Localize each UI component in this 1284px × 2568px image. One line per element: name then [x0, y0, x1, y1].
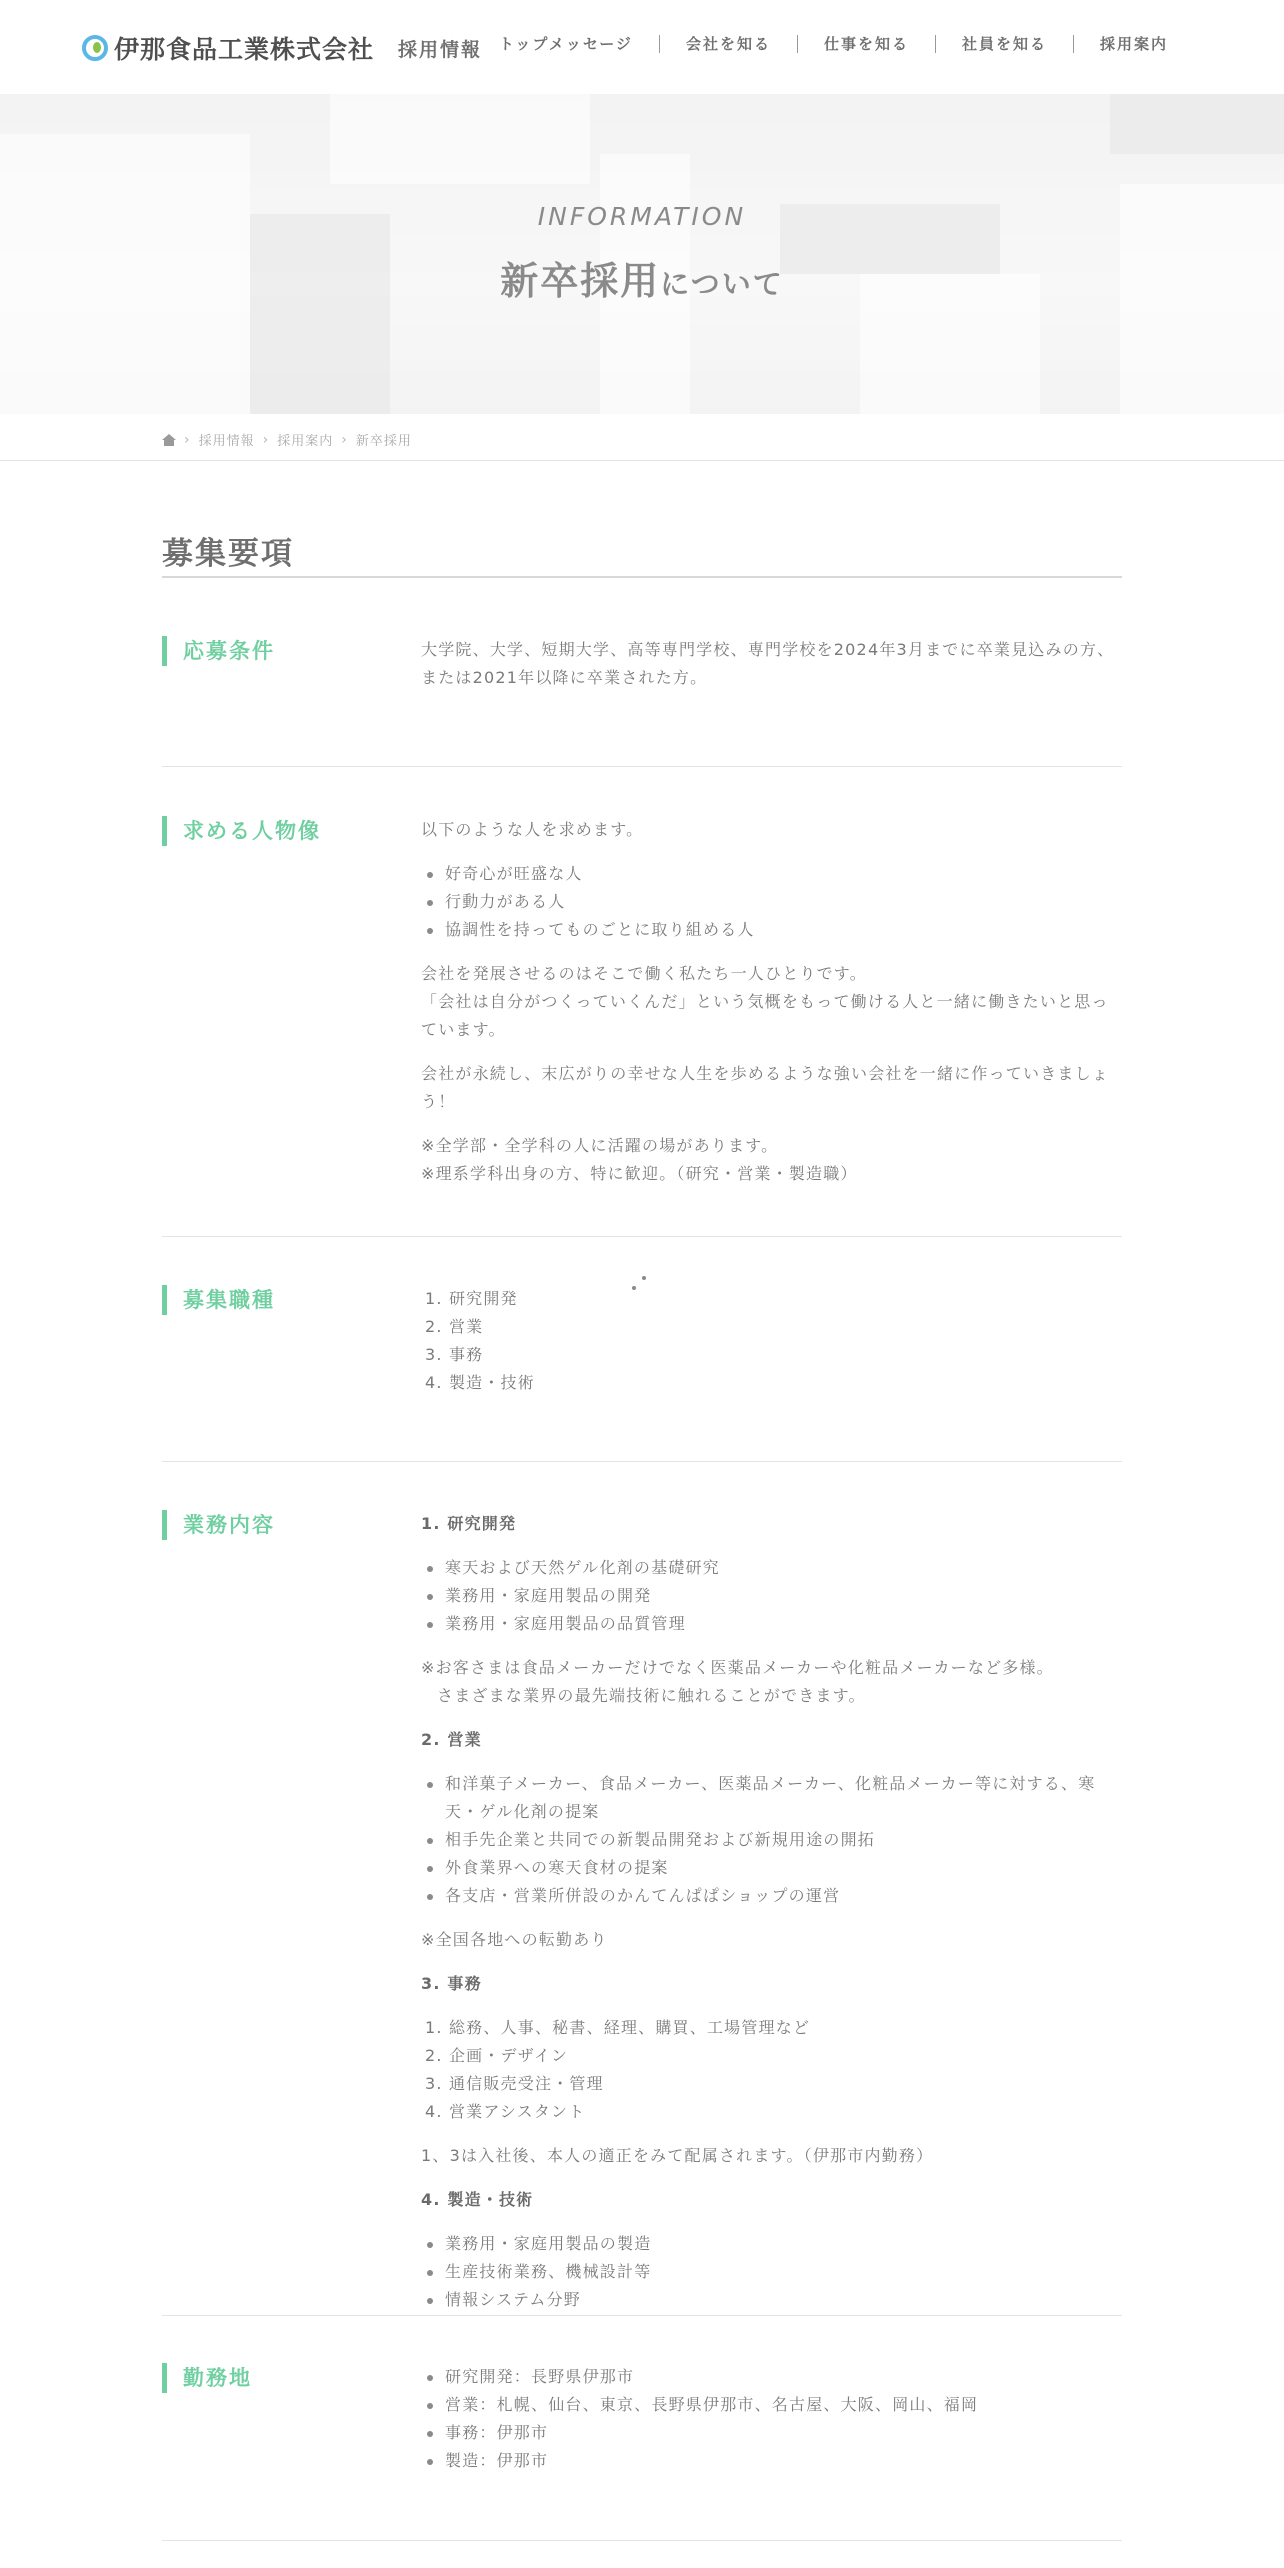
list-item: 研究開発：長野県伊那市 [421, 2363, 1121, 2391]
nav-recruit[interactable]: 採用案内 [1073, 35, 1194, 53]
breadcrumb [162, 430, 412, 449]
duties-subheading: 3. 事務 [421, 1974, 482, 1993]
list-item: 1. 総務、人事、秘書、経理、購買、工場管理など [425, 2018, 811, 2037]
list-item: 業務用・家庭用製品の開発 [421, 1582, 1121, 1610]
duties-list [421, 2014, 1121, 2126]
divider [162, 1236, 1122, 1237]
duties-subheading: 4. 製造・技術 [421, 2190, 534, 2209]
nav-staff[interactable]: 社員を知る [935, 35, 1073, 53]
hero-banner [0, 94, 1284, 414]
person-intro: 以下のような人を求めます。 [421, 820, 644, 839]
list-item: 外食業界への寒天食材の提案 [421, 1854, 1121, 1882]
row-label: 業務内容 [162, 1510, 275, 1540]
list-item: 生産技術業務、機械設計等 [421, 2258, 1121, 2286]
list-item: 行動力がある人 [421, 888, 1121, 916]
list-item: 寒天および天然ゲル化剤の基礎研究 [421, 1554, 1121, 1582]
breadcrumb-current: 新卒採用 [355, 434, 412, 449]
note: さまざまな業界の最先端技術に触れることができます。 [437, 1686, 866, 1705]
person-paragraph [421, 960, 1121, 1044]
row-body [421, 1285, 1121, 1413]
person-paragraph-line: 会社を発展させるのはそこで働く私たち一人ひとりです。 [421, 964, 867, 983]
list-item: 2. 営業 [425, 1317, 484, 1336]
loading-spinner-icon [632, 1276, 648, 1292]
duties-subheading: 2. 営業 [421, 1730, 482, 1749]
row-body [421, 816, 1121, 1204]
section-title: 募集要項 [162, 536, 294, 572]
list-item: 3. 通信販売受注・管理 [425, 2074, 604, 2093]
page-title-main: 新卒採用 [500, 259, 661, 303]
chevron-right-icon: › [262, 431, 270, 448]
person-list [421, 860, 1121, 944]
list-item: 4. 営業アシスタント [425, 2102, 586, 2121]
divider [0, 460, 1284, 461]
person-notes [421, 1132, 1121, 1188]
list-item: 製造：伊那市 [421, 2447, 1121, 2475]
list-item: 各支店・営業所併設のかんてんぱぱショップの運営 [421, 1882, 1121, 1910]
chevron-right-icon: › [184, 431, 191, 448]
logo-text: 伊那食品工業株式会社 [114, 35, 375, 64]
list-item: 業務用・家庭用製品の製造 [421, 2230, 1121, 2258]
divider [162, 1461, 1122, 1462]
row-body [421, 636, 1121, 708]
logo-mark-icon [82, 35, 108, 61]
divider [162, 766, 1122, 767]
list-item: 4. 製造・技術 [425, 1373, 535, 1392]
duties-list [421, 1770, 1121, 1910]
list-item: 好奇心が旺盛な人 [421, 860, 1121, 888]
nav-work[interactable]: 仕事を知る [797, 35, 935, 53]
logo-subtitle: 採用情報 [398, 38, 483, 61]
page-title-sub: について [660, 267, 784, 301]
duties-list [421, 2230, 1121, 2314]
list-item: 情報システム分野 [421, 2286, 1121, 2314]
conditions-text: 大学院、大学、短期大学、高等専門学校、専門学校を2024年3月までに卒業見込みの方、または2021年以降に卒業された方。 [421, 640, 1115, 687]
duties-subheading: 1. 研究開発 [421, 1514, 517, 1533]
list-item: 協調性を持ってものごとに取り組める人 [421, 916, 1121, 944]
duties-note [421, 1654, 1121, 1710]
list-item: 2. 企画・デザイン [425, 2046, 569, 2065]
note: ※理系学科出身の方、特に歓迎。（研究・営業・製造職） [421, 1164, 858, 1183]
list-item: 営業：札幌、仙台、東京、長野県伊那市、名古屋、大阪、岡山、福岡 [421, 2391, 1121, 2419]
home-icon[interactable] [162, 434, 176, 446]
page-title [0, 250, 1284, 305]
jobs-list [421, 1285, 1121, 1397]
breadcrumb-recruit-guide[interactable]: 採用案内 [277, 434, 334, 449]
divider [162, 2315, 1122, 2316]
list-item: 業務用・家庭用製品の品質管理 [421, 1610, 1121, 1638]
row-label: 勤務地 [162, 2363, 252, 2393]
note: ※全学部・全学科の人に活躍の場があります。 [421, 1136, 779, 1155]
person-paragraph: 会社が永続し、末広がりの幸せな人生を歩めるような強い会社を一緒に作っていきましょう！ [421, 1064, 1110, 1111]
duties-list [421, 1554, 1121, 1638]
divider [162, 576, 1122, 578]
list-item: 和洋菓子メーカー、食品メーカー、医薬品メーカー、化粧品メーカー等に対する、寒天・ゲル化剤の提案 [421, 1770, 1121, 1826]
row-label: 募集職種 [162, 1285, 275, 1315]
global-nav [473, 35, 1194, 53]
logo[interactable] [82, 30, 482, 66]
site-header [0, 0, 1284, 94]
chevron-right-icon: › [341, 431, 348, 448]
location-list [421, 2363, 1121, 2475]
row-body [421, 1510, 1121, 2330]
nav-company[interactable]: 会社を知る [659, 35, 797, 53]
list-item: 相手先企業と共同での新製品開発および新規用途の開拓 [421, 1826, 1121, 1854]
person-paragraph-line: 「会社は自分がつくっていくんだ」という気概をもって働ける人と一緒に働きたいと思っています。 [421, 992, 1109, 1039]
divider [162, 2540, 1122, 2541]
duties-note: ※全国各地への転勤あり [421, 1930, 608, 1949]
breadcrumb-recruit-info[interactable]: 採用情報 [198, 434, 255, 449]
row-label: 求める人物像 [162, 816, 321, 846]
list-item: 事務：伊那市 [421, 2419, 1121, 2447]
row-label: 応募条件 [162, 636, 275, 666]
note: ※お客さまは食品メーカーだけでなく医薬品メーカーや化粧品メーカーなど多様。 [421, 1658, 1054, 1677]
list-item: 1. 研究開発 [425, 1289, 518, 1308]
duties-note: 1、3は入社後、本人の適正をみて配属されます。（伊那市内勤務） [421, 2146, 934, 2165]
hero-eyebrow: INFORMATION [537, 202, 747, 231]
list-item: 3. 事務 [425, 1345, 484, 1364]
nav-top-message[interactable]: トップメッセージ [498, 35, 633, 53]
row-body [421, 2363, 1121, 2491]
